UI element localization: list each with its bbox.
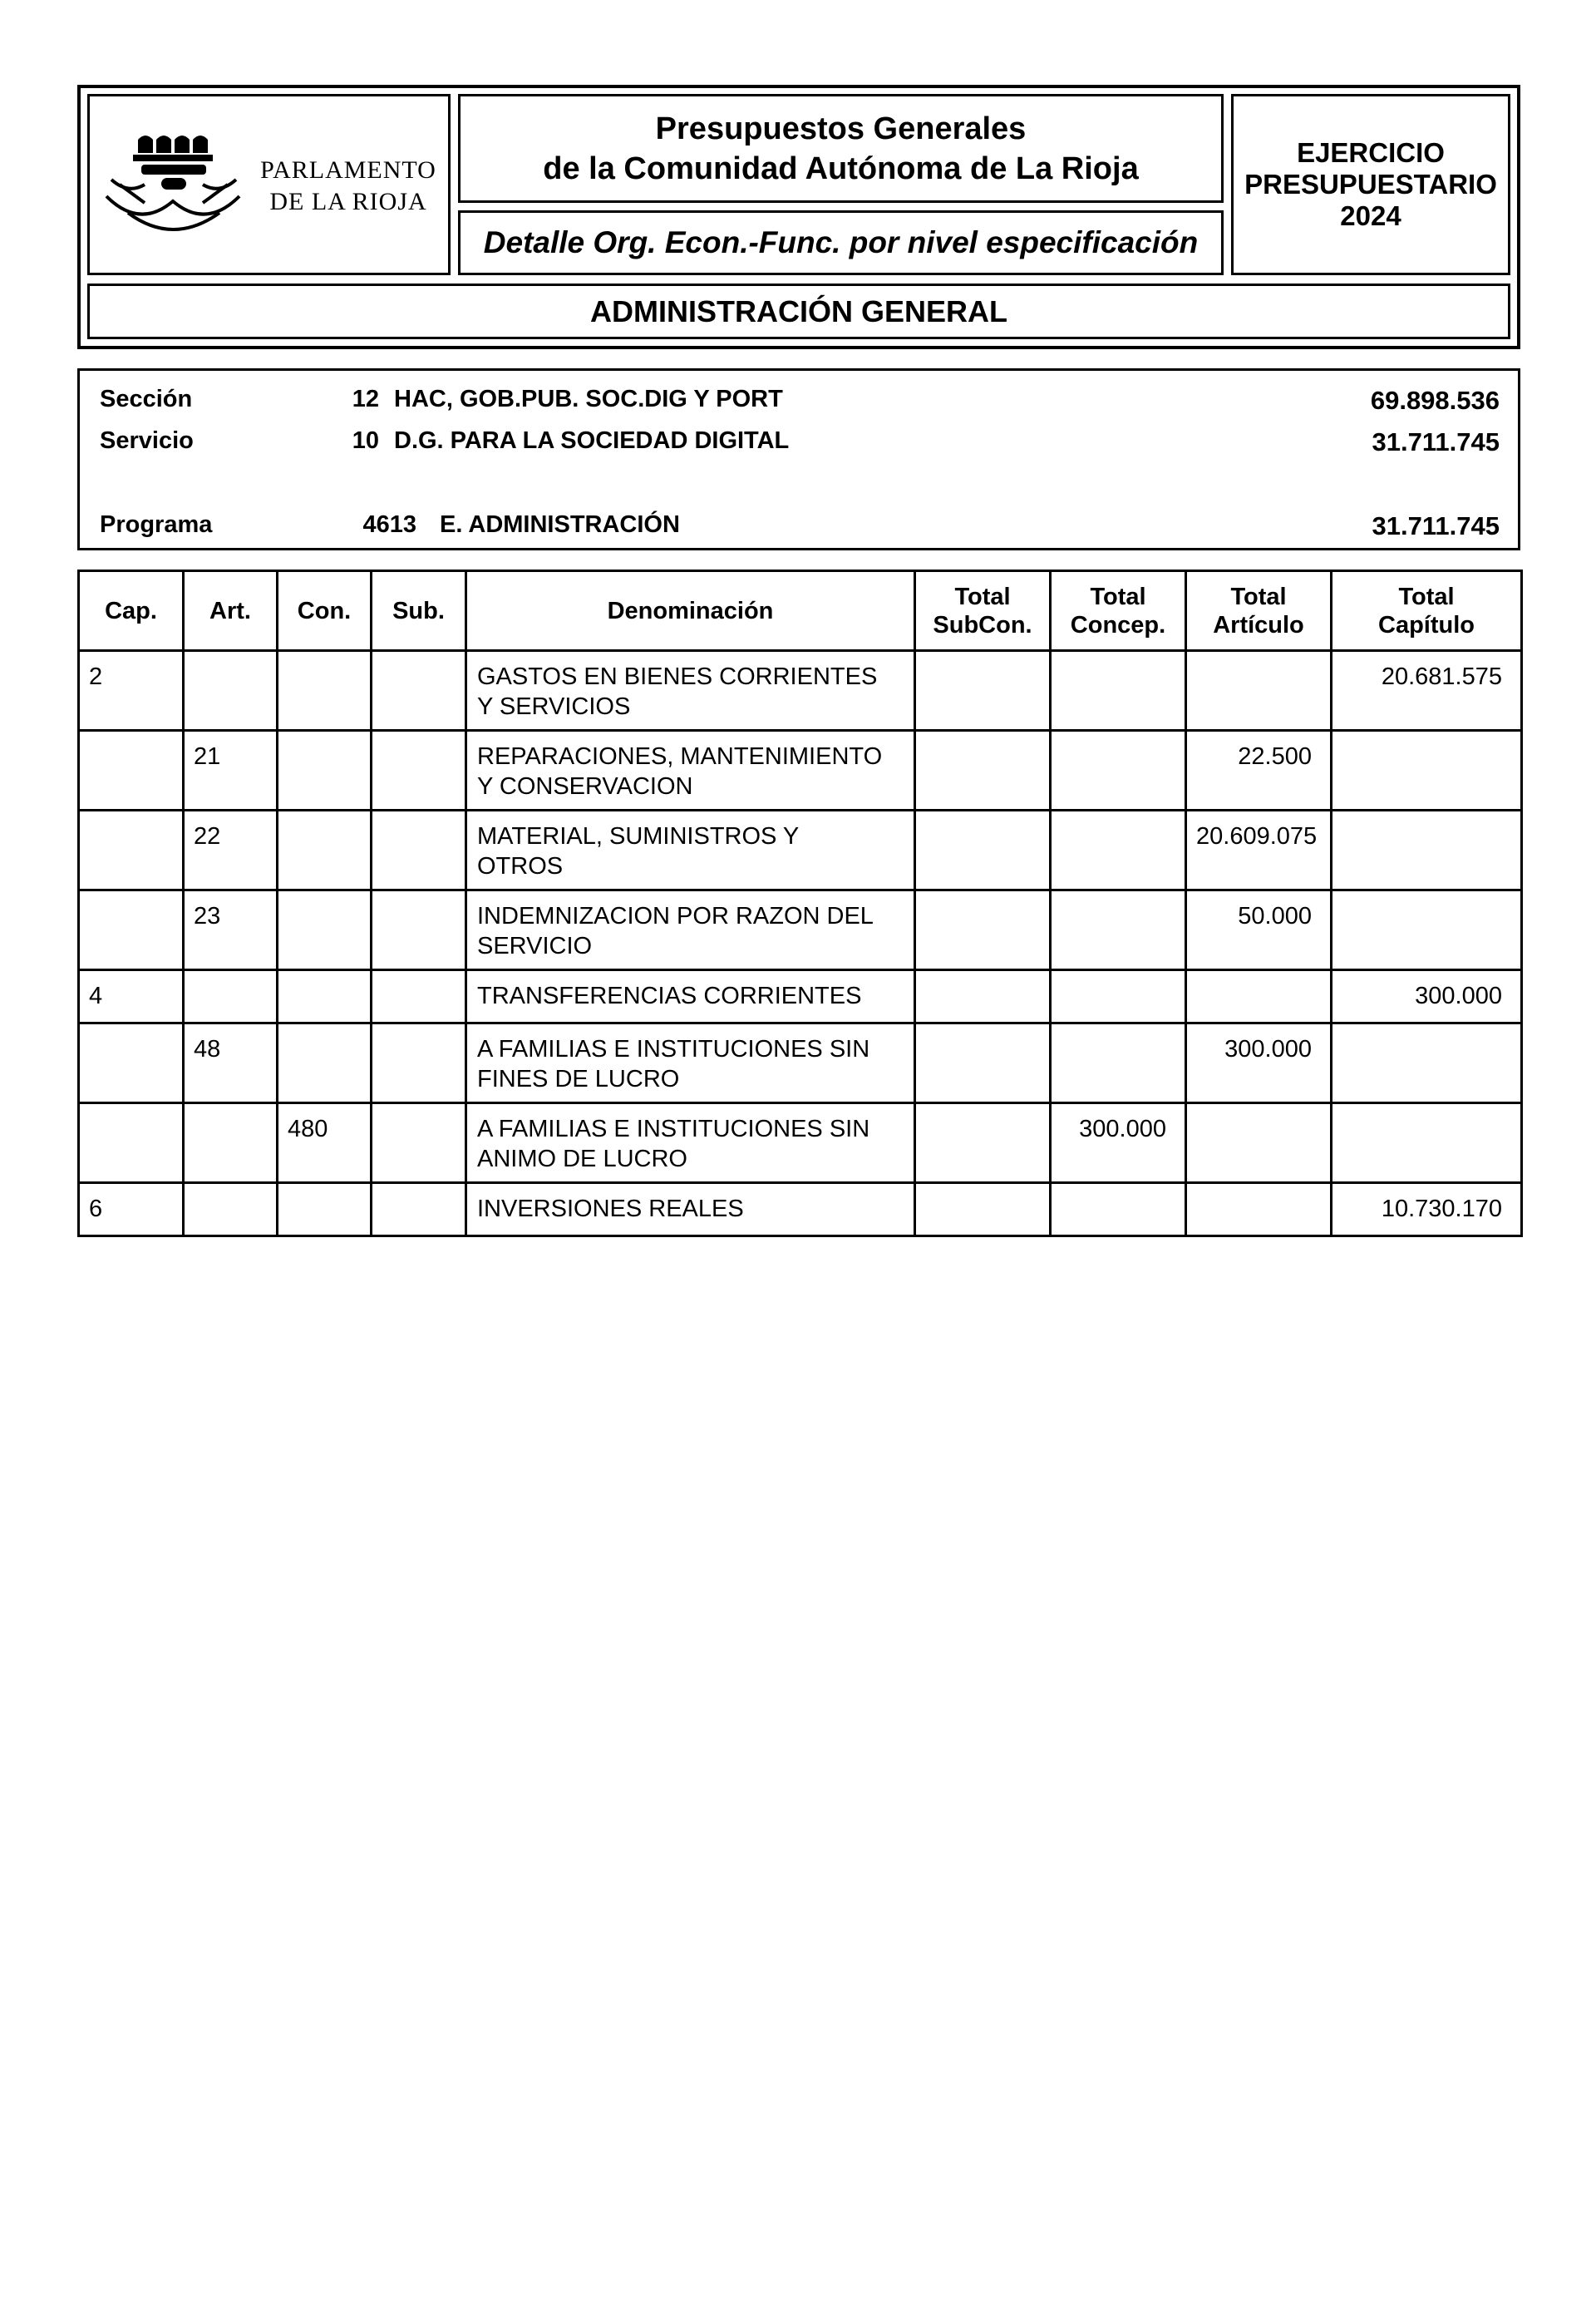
cell-total-concep: 300.000 bbox=[1051, 1103, 1186, 1183]
seccion-label: Sección bbox=[100, 386, 193, 412]
cell-cap bbox=[79, 731, 184, 811]
programa-code: 4613 bbox=[362, 511, 416, 538]
cell-art bbox=[184, 1103, 278, 1183]
cell-total-concep bbox=[1051, 811, 1186, 890]
cell-total-concep bbox=[1051, 731, 1186, 811]
cell-total-subcon bbox=[915, 731, 1051, 811]
year-value: 2024 bbox=[1340, 200, 1401, 231]
header-text: Concep. bbox=[1070, 611, 1166, 639]
cell-con bbox=[278, 731, 372, 811]
header-text: Total bbox=[954, 583, 1011, 610]
cell-art: 48 bbox=[184, 1023, 278, 1103]
cell-con bbox=[278, 970, 372, 1023]
cell-cap bbox=[79, 1103, 184, 1183]
cell-cap bbox=[79, 890, 184, 970]
cell-con bbox=[278, 890, 372, 970]
col-header-total-concep bbox=[1051, 571, 1186, 651]
cell-total-concep bbox=[1051, 651, 1186, 731]
cell-con bbox=[278, 651, 372, 731]
budget-info-box bbox=[77, 368, 1520, 550]
cell-total-capitulo: 300.000 bbox=[1332, 970, 1522, 1023]
programa-label: Programa bbox=[100, 511, 213, 538]
table-row bbox=[79, 731, 1522, 811]
denominacion-line: A FAMILIAS E INSTITUCIONES SIN bbox=[477, 1116, 870, 1142]
cell-sub bbox=[372, 1023, 466, 1103]
cell-total-articulo: 50.000 bbox=[1186, 890, 1332, 970]
cell-con bbox=[278, 811, 372, 890]
header-text: Total bbox=[1230, 583, 1287, 610]
denominacion-line: TRANSFERENCIAS CORRIENTES bbox=[477, 983, 862, 1009]
cell-denominacion bbox=[466, 731, 915, 811]
table-row bbox=[79, 1023, 1522, 1103]
title-line2: de la Comunidad Autónoma de La Rioja bbox=[543, 150, 1139, 186]
denominacion-line: GASTOS EN BIENES CORRIENTES bbox=[477, 663, 878, 690]
cell-sub bbox=[372, 1103, 466, 1183]
info-row-seccion bbox=[80, 386, 1518, 419]
denominacion-line: MATERIAL, SUMINISTROS Y bbox=[477, 823, 800, 850]
denominacion-line: FINES DE LUCRO bbox=[477, 1066, 680, 1092]
denominacion-line: A FAMILIAS E INSTITUCIONES SIN bbox=[477, 1036, 870, 1063]
servicio-name: D.G. PARA LA SOCIEDAD DIGITAL bbox=[394, 427, 790, 454]
cell-sub bbox=[372, 811, 466, 890]
cell-denominacion bbox=[466, 1183, 915, 1236]
cell-con: 480 bbox=[278, 1103, 372, 1183]
cell-total-articulo bbox=[1186, 651, 1332, 731]
cell-total-capitulo: 10.730.170 bbox=[1332, 1183, 1522, 1236]
cell-sub bbox=[372, 890, 466, 970]
admin-title-box bbox=[87, 284, 1510, 339]
col-header-total-capitulo bbox=[1332, 571, 1522, 651]
programa-name: E. ADMINISTRACIÓN bbox=[440, 511, 680, 538]
cell-total-concep bbox=[1051, 890, 1186, 970]
table-row bbox=[79, 890, 1522, 970]
cell-total-subcon bbox=[915, 1023, 1051, 1103]
parliament-logo-icon bbox=[103, 130, 244, 246]
col-header-total-subcon bbox=[915, 571, 1051, 651]
budget-table bbox=[77, 570, 1523, 1237]
document-subtitle bbox=[458, 210, 1224, 275]
cell-total-subcon bbox=[915, 890, 1051, 970]
cell-total-concep bbox=[1051, 970, 1186, 1023]
table-row bbox=[79, 970, 1522, 1023]
cell-art: 23 bbox=[184, 890, 278, 970]
servicio-amount: 31.711.745 bbox=[1372, 427, 1500, 456]
header-text: Total bbox=[1090, 583, 1146, 610]
title-line1: Presupuestos Generales bbox=[655, 111, 1027, 146]
cell-total-concep bbox=[1051, 1183, 1186, 1236]
document-title bbox=[458, 94, 1224, 203]
cell-art bbox=[184, 651, 278, 731]
logo-box bbox=[87, 94, 451, 275]
cell-denominacion bbox=[466, 890, 915, 970]
seccion-code: 12 bbox=[352, 386, 379, 412]
header-text: Artículo bbox=[1213, 611, 1304, 639]
admin-title: ADMINISTRACIÓN GENERAL bbox=[590, 293, 1007, 328]
cell-total-articulo bbox=[1186, 1183, 1332, 1236]
servicio-code: 10 bbox=[352, 427, 379, 454]
programa-amount: 31.711.745 bbox=[1372, 511, 1500, 540]
cell-total-capitulo bbox=[1332, 890, 1522, 970]
cell-cap: 2 bbox=[79, 651, 184, 731]
table-header-row bbox=[79, 571, 1522, 651]
denominacion-line: INVERSIONES REALES bbox=[477, 1196, 744, 1222]
cell-total-articulo bbox=[1186, 970, 1332, 1023]
logo-text-line2: DE LA RIOJA bbox=[269, 188, 427, 215]
cell-sub bbox=[372, 651, 466, 731]
header-text: Capítulo bbox=[1378, 611, 1475, 639]
cell-art: 22 bbox=[184, 811, 278, 890]
year-line2: PRESUPUESTARIO bbox=[1244, 169, 1497, 200]
logo-text bbox=[253, 155, 444, 218]
col-header-total-articulo bbox=[1186, 571, 1332, 651]
denominacion-line: REPARACIONES, MANTENIMIENTO bbox=[477, 743, 883, 770]
cell-total-subcon bbox=[915, 1103, 1051, 1183]
col-header-denominacion: Denominación bbox=[466, 571, 915, 651]
cell-total-concep bbox=[1051, 1023, 1186, 1103]
cell-art bbox=[184, 1183, 278, 1236]
cell-sub bbox=[372, 731, 466, 811]
cell-total-subcon bbox=[915, 811, 1051, 890]
cell-total-subcon bbox=[915, 651, 1051, 731]
denominacion-line: Y CONSERVACION bbox=[477, 773, 693, 800]
cell-denominacion bbox=[466, 1023, 915, 1103]
cell-total-capitulo bbox=[1332, 1103, 1522, 1183]
cell-total-subcon bbox=[915, 970, 1051, 1023]
table-row bbox=[79, 1183, 1522, 1236]
denominacion-line: ANIMO DE LUCRO bbox=[477, 1146, 687, 1172]
cell-con bbox=[278, 1183, 372, 1236]
info-row-programa bbox=[80, 511, 1518, 545]
cell-cap: 6 bbox=[79, 1183, 184, 1236]
denominacion-line: SERVICIO bbox=[477, 933, 593, 959]
cell-total-articulo bbox=[1186, 1103, 1332, 1183]
cell-denominacion bbox=[466, 970, 915, 1023]
cell-con bbox=[278, 1023, 372, 1103]
cell-art bbox=[184, 970, 278, 1023]
cell-total-capitulo bbox=[1332, 731, 1522, 811]
cell-cap bbox=[79, 811, 184, 890]
cell-total-capitulo bbox=[1332, 1023, 1522, 1103]
header-text: Total bbox=[1398, 583, 1455, 610]
servicio-label: Servicio bbox=[100, 427, 194, 454]
table-row bbox=[79, 1103, 1522, 1183]
table-row bbox=[79, 651, 1522, 731]
seccion-name: HAC, GOB.PUB. SOC.DIG Y PORT bbox=[394, 386, 783, 412]
cell-total-capitulo bbox=[1332, 811, 1522, 890]
subtitle-text: Detalle Org. Econ.-Func. por nivel especificación bbox=[483, 225, 1199, 259]
cell-sub bbox=[372, 970, 466, 1023]
cell-cap: 4 bbox=[79, 970, 184, 1023]
col-header-cap: Cap. bbox=[79, 571, 184, 651]
cell-total-articulo: 22.500 bbox=[1186, 731, 1332, 811]
header-text: SubCon. bbox=[933, 611, 1032, 639]
cell-total-articulo: 20.609.075 bbox=[1186, 811, 1332, 890]
cell-denominacion bbox=[466, 1103, 915, 1183]
denominacion-line: Y SERVICIOS bbox=[477, 693, 631, 720]
cell-total-subcon bbox=[915, 1183, 1051, 1236]
cell-denominacion bbox=[466, 811, 915, 890]
seccion-amount: 69.898.536 bbox=[1370, 386, 1500, 415]
denominacion-line: OTROS bbox=[477, 853, 564, 880]
cell-total-articulo: 300.000 bbox=[1186, 1023, 1332, 1103]
col-header-con: Con. bbox=[278, 571, 372, 651]
fiscal-year-box bbox=[1231, 94, 1510, 275]
col-header-sub: Sub. bbox=[372, 571, 466, 651]
denominacion-line: INDEMNIZACION POR RAZON DEL bbox=[477, 903, 874, 930]
cell-cap bbox=[79, 1023, 184, 1103]
table-row bbox=[79, 811, 1522, 890]
cell-denominacion bbox=[466, 651, 915, 731]
cell-art: 21 bbox=[184, 731, 278, 811]
info-row-servicio bbox=[80, 427, 1518, 461]
logo-text-line1: PARLAMENTO bbox=[260, 156, 436, 184]
year-line1: EJERCICIO bbox=[1297, 137, 1445, 168]
col-header-art: Art. bbox=[184, 571, 278, 651]
cell-sub bbox=[372, 1183, 466, 1236]
cell-total-capitulo: 20.681.575 bbox=[1332, 651, 1522, 731]
